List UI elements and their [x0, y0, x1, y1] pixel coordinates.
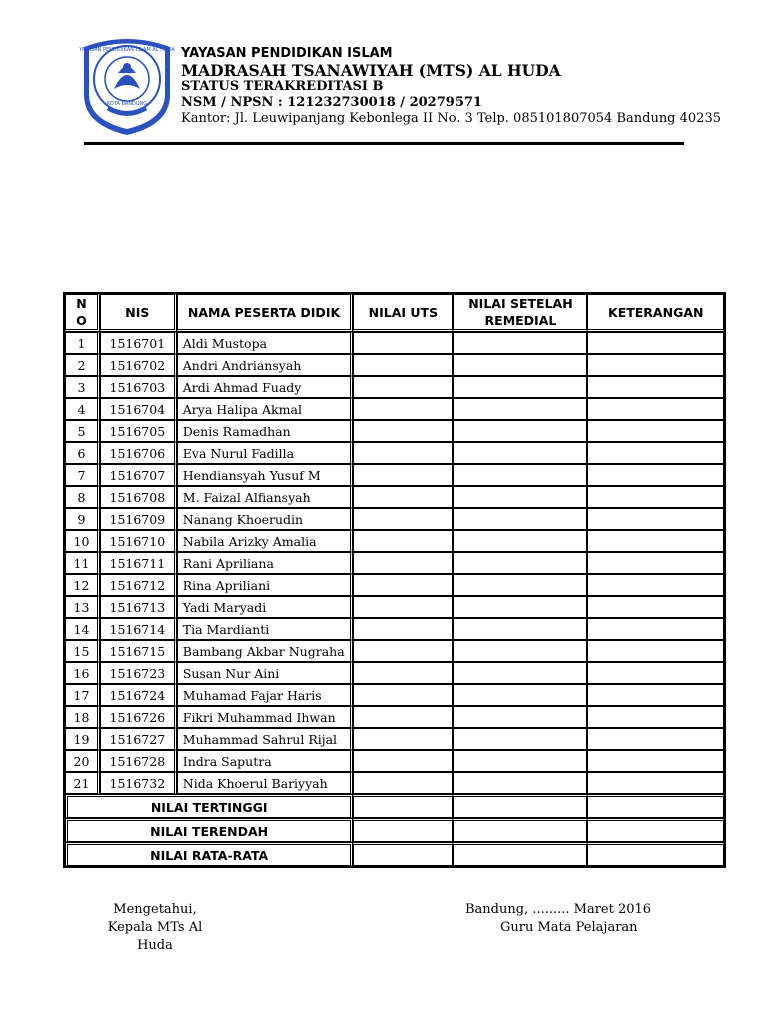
table-row: [65, 398, 724, 420]
row-keterangan: [587, 464, 724, 486]
row-uts: [353, 552, 453, 574]
row-uts: [353, 332, 453, 354]
row-keterangan: [587, 640, 724, 662]
row-no: 8: [65, 486, 100, 508]
row-name: Nabila Arizky Amalia: [177, 530, 354, 552]
row-remedial: [453, 398, 587, 420]
table-row: [65, 464, 724, 486]
table-row: [65, 640, 724, 662]
row-nis: 1516723: [100, 662, 177, 684]
row-name: Nanang Khoerudin: [177, 508, 354, 530]
row-name: Andri Andriansyah: [177, 354, 354, 376]
table-row: [65, 706, 724, 728]
summary-label: NILAI TERTINGGI: [65, 794, 353, 818]
row-name: Muhammad Sahrul Rijal: [177, 728, 354, 750]
row-no: 21: [65, 772, 100, 794]
row-nis: 1516705: [100, 420, 177, 442]
table-row: [65, 618, 724, 640]
row-no: 3: [65, 376, 100, 398]
row-nis: 1516702: [100, 354, 177, 376]
row-nis: 1516711: [100, 552, 177, 574]
row-remedial: [453, 530, 587, 552]
col-nama-header: NAMA PESERTA DIDIK: [177, 294, 354, 332]
row-keterangan: [587, 684, 724, 706]
accreditation-status: STATUS TERAKREDITASI B: [181, 79, 384, 94]
school-name: MADRASAH TSANAWIYAH (MTS) AL HUDA: [181, 61, 561, 80]
row-no: 11: [65, 552, 100, 574]
row-no: 4: [65, 398, 100, 420]
row-keterangan: [587, 772, 724, 794]
row-remedial: [453, 420, 587, 442]
row-name: Arya Halipa Akmal: [177, 398, 354, 420]
row-no: 20: [65, 750, 100, 772]
table-row: [65, 772, 724, 794]
row-nis: 1516709: [100, 508, 177, 530]
nsm-npsn: NSM / NPSN : 121232730018 / 20279571: [181, 95, 482, 110]
row-uts: [353, 486, 453, 508]
col-nis-header: NIS: [100, 294, 177, 332]
table-row: [65, 508, 724, 530]
summary-row-highest: [65, 794, 724, 818]
table-row: [65, 662, 724, 684]
row-name: Indra Saputra: [177, 750, 354, 772]
row-uts: [353, 508, 453, 530]
row-name: Fikri Muhammad Ihwan: [177, 706, 354, 728]
row-remedial: [453, 354, 587, 376]
row-name: Ardi Ahmad Fuady: [177, 376, 354, 398]
row-keterangan: [587, 574, 724, 596]
row-name: M. Faizal Alfiansyah: [177, 486, 354, 508]
row-name: Rina Apriliani: [177, 574, 354, 596]
row-nis: 1516707: [100, 464, 177, 486]
row-name: Hendiansyah Yusuf M: [177, 464, 354, 486]
row-keterangan: [587, 354, 724, 376]
row-no: 14: [65, 618, 100, 640]
row-nis: 1516728: [100, 750, 177, 772]
row-remedial: [453, 640, 587, 662]
row-name: Tia Mardianti: [177, 618, 354, 640]
letterhead-divider: [84, 142, 684, 145]
row-uts: [353, 354, 453, 376]
row-no: 5: [65, 420, 100, 442]
row-uts: [353, 442, 453, 464]
row-remedial: [453, 464, 587, 486]
table-row: [65, 420, 724, 442]
letterhead: [181, 46, 721, 127]
row-nis: 1516714: [100, 618, 177, 640]
row-keterangan: [587, 618, 724, 640]
row-name: Yadi Maryadi: [177, 596, 354, 618]
table-header-row: [65, 294, 724, 332]
row-name: Susan Nur Aini: [177, 662, 354, 684]
row-remedial: [453, 486, 587, 508]
row-remedial: [453, 552, 587, 574]
col-no-header: N O: [65, 294, 100, 332]
row-keterangan: [587, 398, 724, 420]
logo-city-text: KOTA BANDUNG: [106, 101, 148, 107]
table-row: [65, 684, 724, 706]
row-remedial: [453, 750, 587, 772]
row-no: 6: [65, 442, 100, 464]
row-name: Nida Khoerul Bariyyah: [177, 772, 354, 794]
row-uts: [353, 706, 453, 728]
row-uts: [353, 618, 453, 640]
row-keterangan: [587, 530, 724, 552]
signature-teacher: [465, 901, 651, 937]
row-keterangan: [587, 596, 724, 618]
row-remedial: [453, 772, 587, 794]
row-no: 12: [65, 574, 100, 596]
row-keterangan: [587, 662, 724, 684]
row-keterangan: [587, 486, 724, 508]
row-uts: [353, 596, 453, 618]
row-remedial: [453, 596, 587, 618]
row-no: 15: [65, 640, 100, 662]
row-nis: 1516710: [100, 530, 177, 552]
row-remedial: [453, 662, 587, 684]
row-keterangan: [587, 508, 724, 530]
row-remedial: [453, 706, 587, 728]
row-uts: [353, 640, 453, 662]
row-nis: 1516727: [100, 728, 177, 750]
row-uts: [353, 574, 453, 596]
col-uts-header: NILAI UTS: [353, 294, 453, 332]
table-row: [65, 530, 724, 552]
row-keterangan: [587, 376, 724, 398]
school-logo: [78, 33, 176, 137]
row-uts: [353, 420, 453, 442]
row-name: Bambang Akbar Nugraha: [177, 640, 354, 662]
row-remedial: [453, 684, 587, 706]
row-uts: [353, 662, 453, 684]
table-cell: [353, 842, 453, 866]
row-uts: [353, 772, 453, 794]
row-no: 16: [65, 662, 100, 684]
row-nis: 1516715: [100, 640, 177, 662]
row-keterangan: [587, 728, 724, 750]
table-row: [65, 376, 724, 398]
row-remedial: [453, 574, 587, 596]
row-name: Eva Nurul Fadilla: [177, 442, 354, 464]
row-nis: 1516732: [100, 772, 177, 794]
table-row: [65, 574, 724, 596]
row-no: 18: [65, 706, 100, 728]
row-no: 2: [65, 354, 100, 376]
row-name: Rani Apriliana: [177, 552, 354, 574]
summary-label: NILAI RATA-RATA: [65, 842, 353, 866]
row-no: 17: [65, 684, 100, 706]
summary-row-average: [65, 842, 724, 866]
row-remedial: [453, 442, 587, 464]
row-name: Denis Ramadhan: [177, 420, 354, 442]
row-remedial: [453, 332, 587, 354]
row-nis: 1516703: [100, 376, 177, 398]
row-uts: [353, 398, 453, 420]
table-cell: [453, 794, 587, 818]
row-no: 19: [65, 728, 100, 750]
table-row: [65, 750, 724, 772]
col-remedial-header: NILAI SETELAH REMEDIAL: [453, 294, 587, 332]
table-cell: [587, 818, 724, 842]
signature-principal: [90, 901, 220, 955]
row-uts: [353, 684, 453, 706]
row-remedial: [453, 376, 587, 398]
row-no: 9: [65, 508, 100, 530]
row-no: 1: [65, 332, 100, 354]
row-remedial: [453, 728, 587, 750]
table-cell: [453, 842, 587, 866]
summary-row-lowest: [65, 818, 724, 842]
table-cell: [587, 842, 724, 866]
table-cell: [453, 818, 587, 842]
row-no: 7: [65, 464, 100, 486]
table-cell: [353, 794, 453, 818]
table-row: [65, 486, 724, 508]
summary-label: NILAI TERENDAH: [65, 818, 353, 842]
table-cell: [353, 818, 453, 842]
row-nis: 1516713: [100, 596, 177, 618]
foundation-name: YAYASAN PENDIDIKAN ISLAM: [181, 46, 393, 61]
row-nis: 1516726: [100, 706, 177, 728]
row-uts: [353, 750, 453, 772]
row-uts: [353, 376, 453, 398]
teacher-title: Guru Mata Pelajaran: [500, 920, 638, 935]
row-nis: 1516708: [100, 486, 177, 508]
col-keterangan-header: KETERANGAN: [587, 294, 724, 332]
logo-ring-text: YAYASAN PENDIDIKAN ISLAM AL HUDA: [79, 47, 175, 53]
row-name: Muhamad Fajar Haris: [177, 684, 354, 706]
row-uts: [353, 530, 453, 552]
row-keterangan: [587, 332, 724, 354]
row-uts: [353, 728, 453, 750]
table-cell: [587, 794, 724, 818]
table-row: [65, 354, 724, 376]
row-keterangan: [587, 420, 724, 442]
row-keterangan: [587, 706, 724, 728]
row-nis: 1516724: [100, 684, 177, 706]
date-line: Bandung, ......... Maret 2016: [465, 902, 652, 917]
row-nis: 1516706: [100, 442, 177, 464]
grades-table: [63, 292, 726, 868]
row-keterangan: [587, 552, 724, 574]
table-row: [65, 552, 724, 574]
row-nis: 1516701: [100, 332, 177, 354]
row-remedial: [453, 618, 587, 640]
row-nis: 1516704: [100, 398, 177, 420]
row-uts: [353, 464, 453, 486]
row-name: Aldi Mustopa: [177, 332, 354, 354]
row-keterangan: [587, 750, 724, 772]
principal-title: Kepala MTs Al Huda: [107, 920, 203, 953]
table-row: [65, 596, 724, 618]
table-row: [65, 332, 724, 354]
table-row: [65, 728, 724, 750]
row-no: 13: [65, 596, 100, 618]
table-row: [65, 442, 724, 464]
row-nis: 1516712: [100, 574, 177, 596]
acknowledged-label: Mengetahui,: [113, 902, 197, 917]
row-no: 10: [65, 530, 100, 552]
row-remedial: [453, 508, 587, 530]
row-keterangan: [587, 442, 724, 464]
office-address: Kantor: Jl. Leuwipanjang Kebonlega II No. 3 Telp. 085101807054 Bandung 40235: [181, 111, 721, 126]
